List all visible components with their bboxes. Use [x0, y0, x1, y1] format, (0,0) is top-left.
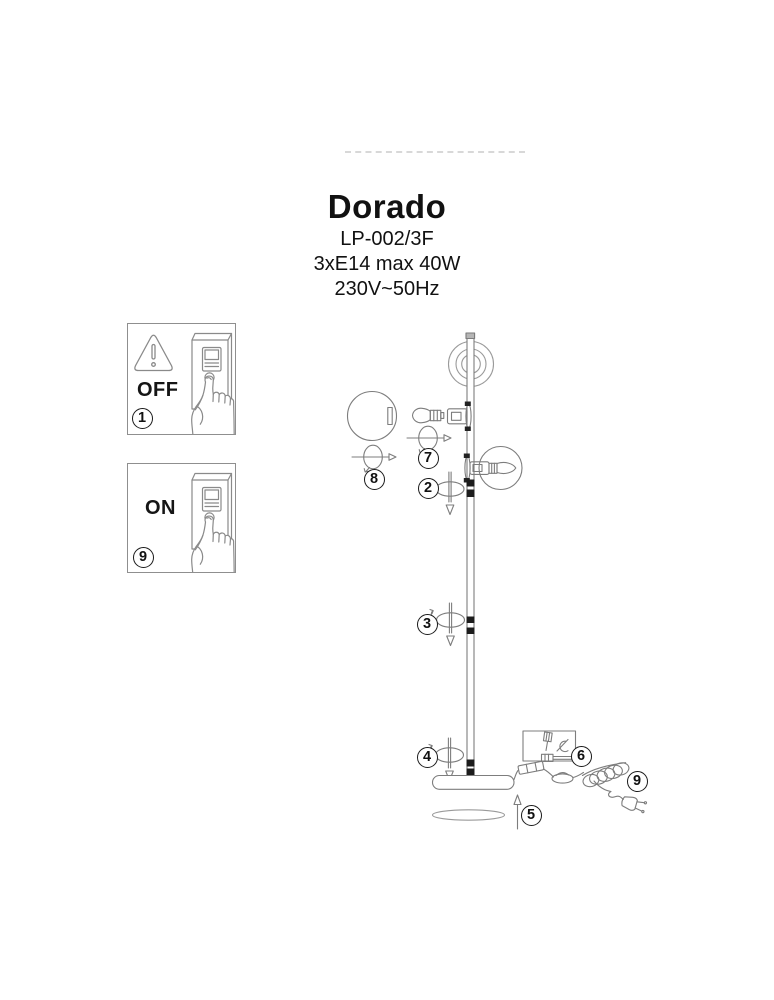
lamp-pole: [466, 333, 475, 776]
step-marker-2: 2: [418, 478, 439, 499]
step-marker-6: 6: [571, 746, 592, 767]
step-marker-9-plug: 9: [627, 771, 648, 792]
bulb-spec: 3xE14 max 40W: [313, 253, 461, 275]
insert-rotate-icon: [557, 740, 568, 752]
model-number: LP-002/3F: [340, 228, 434, 250]
rotate-arrow-8: [352, 445, 396, 472]
inline-foot-switch: [552, 773, 573, 783]
connector-detail-box: [523, 731, 576, 762]
pole-joints: [467, 480, 475, 776]
step-marker-4: 4: [417, 747, 438, 768]
step-marker-8: 8: [364, 469, 385, 490]
socket-part: [448, 402, 472, 432]
step-marker-3: 3: [417, 614, 438, 635]
coiled-cord: [581, 761, 632, 788]
assembled-lamp-arm: [464, 447, 522, 490]
lamp-base: [433, 776, 515, 790]
up-arrow-5: [514, 795, 521, 829]
step-marker-9-switch: 9: [133, 547, 154, 568]
step-marker-7: 7: [418, 448, 439, 469]
cord-connector: [518, 761, 544, 774]
on-label: ON: [145, 497, 176, 519]
glass-ball-part: [348, 392, 397, 441]
warning-triangle-icon: [135, 335, 172, 370]
bulb-part: [413, 408, 444, 423]
off-label: OFF: [137, 379, 179, 401]
step-marker-1: 1: [132, 408, 153, 429]
step-marker-5: 5: [521, 805, 542, 826]
power-spec: 230V~50Hz: [334, 278, 440, 300]
scan-artifact-dashes: [345, 151, 525, 153]
power-plug: [620, 795, 647, 814]
top-shade-disc: [449, 342, 494, 387]
base-pad: [433, 810, 505, 820]
page-title: Dorado: [327, 188, 447, 225]
